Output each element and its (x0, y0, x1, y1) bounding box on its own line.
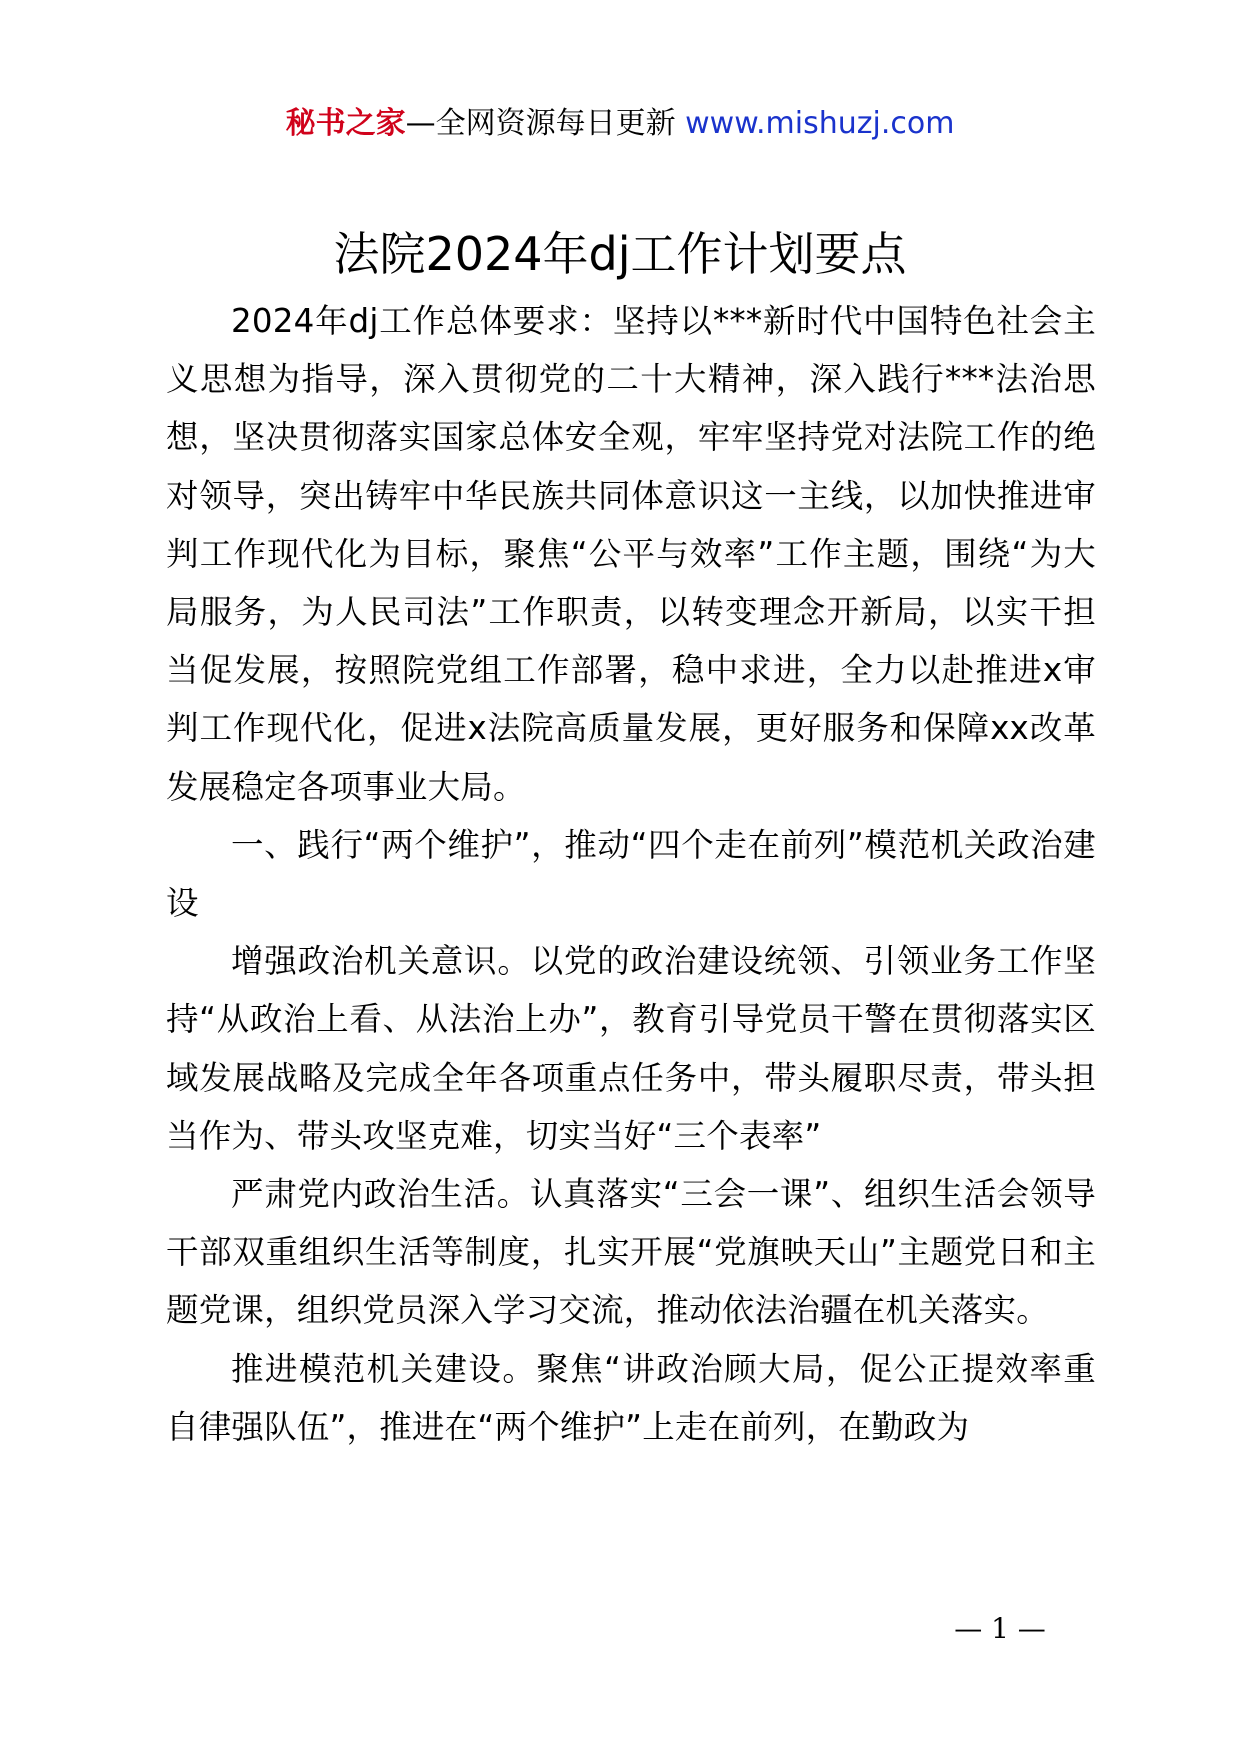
header-banner (0, 104, 1240, 144)
section-heading-1: 一、践行“两个维护”，推动“四个走在前列”模范机关政治建设 (166, 825, 1096, 923)
paragraph-party-life: 严肃党内政治生活。认真落实“三会一课”、组织生活会领导干部双重组织生活等制度，扎实开展“党旗映天山”主题党日和主题党课，组织党员深入学习交流，推动依法治疆在机关落实。 (166, 1175, 1096, 1330)
paragraph-political-awareness: 增强政治机关意识。以党的政治建设统领、引领业务工作坚持“从政治上看、从法治上办”，教育引导党员干警在贯彻落实区域发展战略及完成全年各项重点任务中，带头履职尽责，带头担当作为、带头攻坚克难，切实当好“三个表率” (166, 942, 1096, 1155)
paragraph-model-organ: 推进模范机关建设。聚焦“讲政治顾大局，促公正提效率重自律强队伍”，推进在“两个维护”上走在前列，在勤政为 (166, 1349, 1096, 1446)
paragraph-general-requirements: 2024年dj工作总体要求：坚持以***新时代中国特色社会主义思想为指导，深入贯彻党的二十大精神，深入践行***法治思想，坚决贯彻落实国家总体安全观，牢牢坚持党对法院工作的绝对领导，突出铸牢中华民族共同体意识这一主线，以加快推进审判工作现代化为目标，聚焦“公平与效率”工作主题，围绕“为大局服务，为人民司法”工作职责，以转变理念开新局，以实干担当促发展，按照院党组工作部署，稳中求进，全力以赴推进x审判工作现代化，促进x法院高质量发展，更好服务和保障xx改革发展稳定各项事业大局。 (166, 302, 1096, 806)
document-title: 法院2024年dj工作计划要点 (333, 227, 907, 281)
brand-name: 秘书之家 (285, 106, 406, 141)
header-url-link[interactable]: www.mishuzj.com (685, 106, 955, 141)
page-number: — 1 — (954, 1612, 1046, 1645)
header-tagline: —全网资源每日更新 (405, 106, 676, 141)
document-body (166, 292, 1096, 1456)
